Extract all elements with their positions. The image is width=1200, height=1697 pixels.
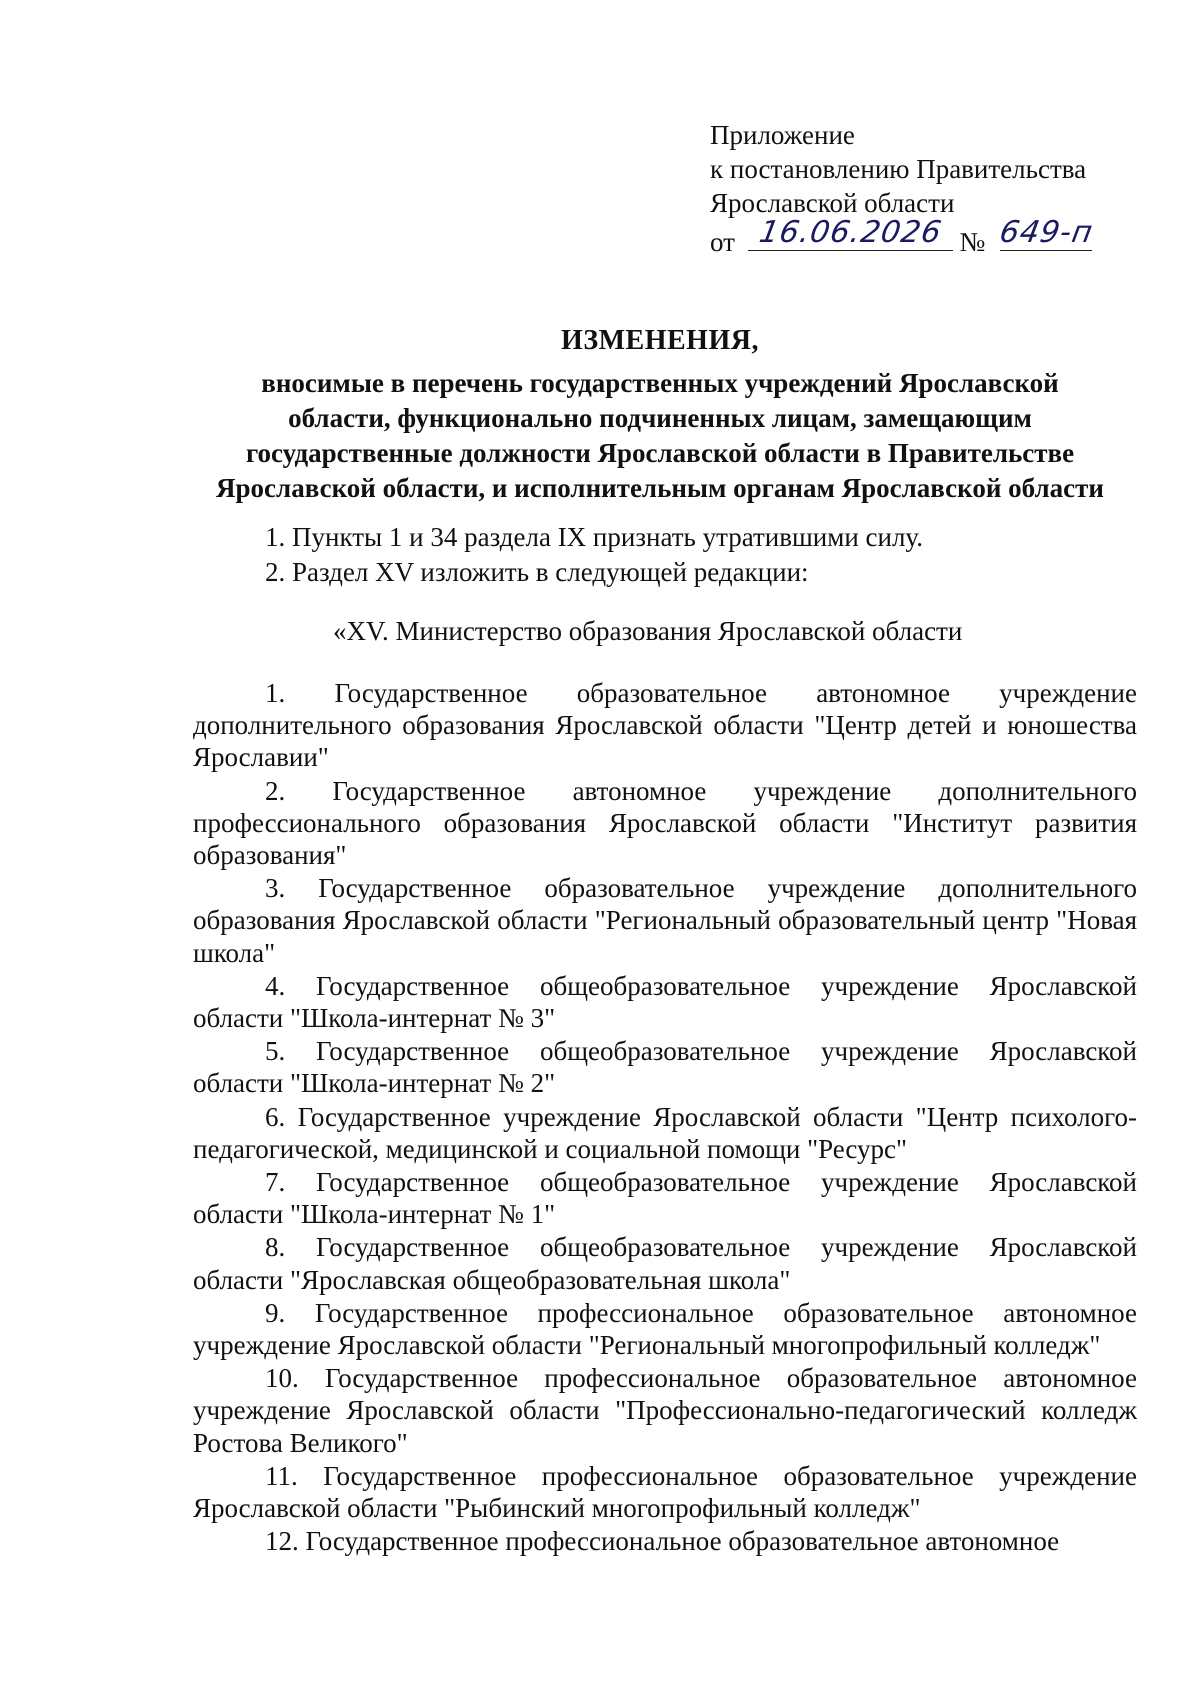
list-item: 11. Государственное профессиональное образовательное учреждение Ярославской области "Рыбинский многопрофильный колледж" [193,1460,1137,1524]
point-1: 1. Пункты 1 и 34 раздела IX признать утратившими силу. [265,522,923,552]
subtitle-line-1: вносимые в перечень государственных учреждений Ярославской [261,368,1059,398]
document-title-block [180,324,1140,506]
appendix-line-3: Ярославской области [710,188,955,218]
institution-list [193,677,1137,1558]
list-item: 1. Государственное образовательное автономное учреждение дополнительного образования Ярославской области "Центр детей и юношества Ярославии" [193,678,1137,773]
list-item: 10. Государственное профессиональное образовательное автономное учреждение Ярославской области "Профессионально-педагогический колледж Ростова Великого" [193,1363,1137,1458]
subtitle-line-3: государственные должности Ярославской области в Правительстве [245,438,1075,468]
list-item: 3. Государственное образовательное учреждение дополнительного образования Ярославской области "Региональный образовательный центр "Новая школа" [193,873,1137,968]
list-item: 5. Государственное общеобразовательное учреждение Ярославской области "Школа-интернат № 2" [193,1036,1137,1099]
document-title: ИЗМЕНЕНИЯ, [561,325,759,356]
handwritten-date: 16.06.2026 [756,215,945,250]
handwritten-number: 649-п [996,215,1096,250]
appendix-line-1: Приложение [710,120,855,150]
list-item: 12. Государственное профессиональное образовательное автономное [265,1526,1060,1557]
list-item: 4. Государственное общеобразовательное учреждение Ярославской области "Школа-интернат № 3" [193,970,1137,1034]
list-item: 2. Государственное автономное учреждение дополнительного профессионального образования Ярославской области "Институт развития образования" [193,775,1137,871]
subtitle-line-4: Ярославской области, и исполнительным органам Ярославской области [216,473,1104,503]
point-2: 2. Раздел XV изложить в следующей редакции: [265,557,809,587]
number-label: № [959,227,986,257]
from-label: от [710,227,735,257]
number-field [996,215,1096,251]
appendix-line-2: к постановлению Правительства [710,154,1087,184]
appendix-date-number-line [710,215,1096,260]
section-heading: «XV. Министерство образования Ярославской области [333,616,963,646]
list-item: 9. Государственное профессиональное образовательное автономное учреждение Ярославской области "Региональный многопрофильный колледж" [193,1297,1137,1361]
appendix-block [710,118,1096,260]
list-item: 8. Государственное общеобразовательное учреждение Ярославской области "Ярославская общеобразовательная школа" [193,1232,1137,1295]
list-item: 7. Государственное общеобразовательное учреждение Ярославской области "Школа-интернат № 1" [193,1167,1137,1230]
list-item: 6. Государственное учреждение Ярославской области "Центр психолого-педагогической, медицинской и социальной помощи "Ресурс" [193,1101,1137,1164]
date-field [748,215,953,251]
subtitle-line-2: области, функционально подчиненных лицам, замещающим [288,403,1032,433]
